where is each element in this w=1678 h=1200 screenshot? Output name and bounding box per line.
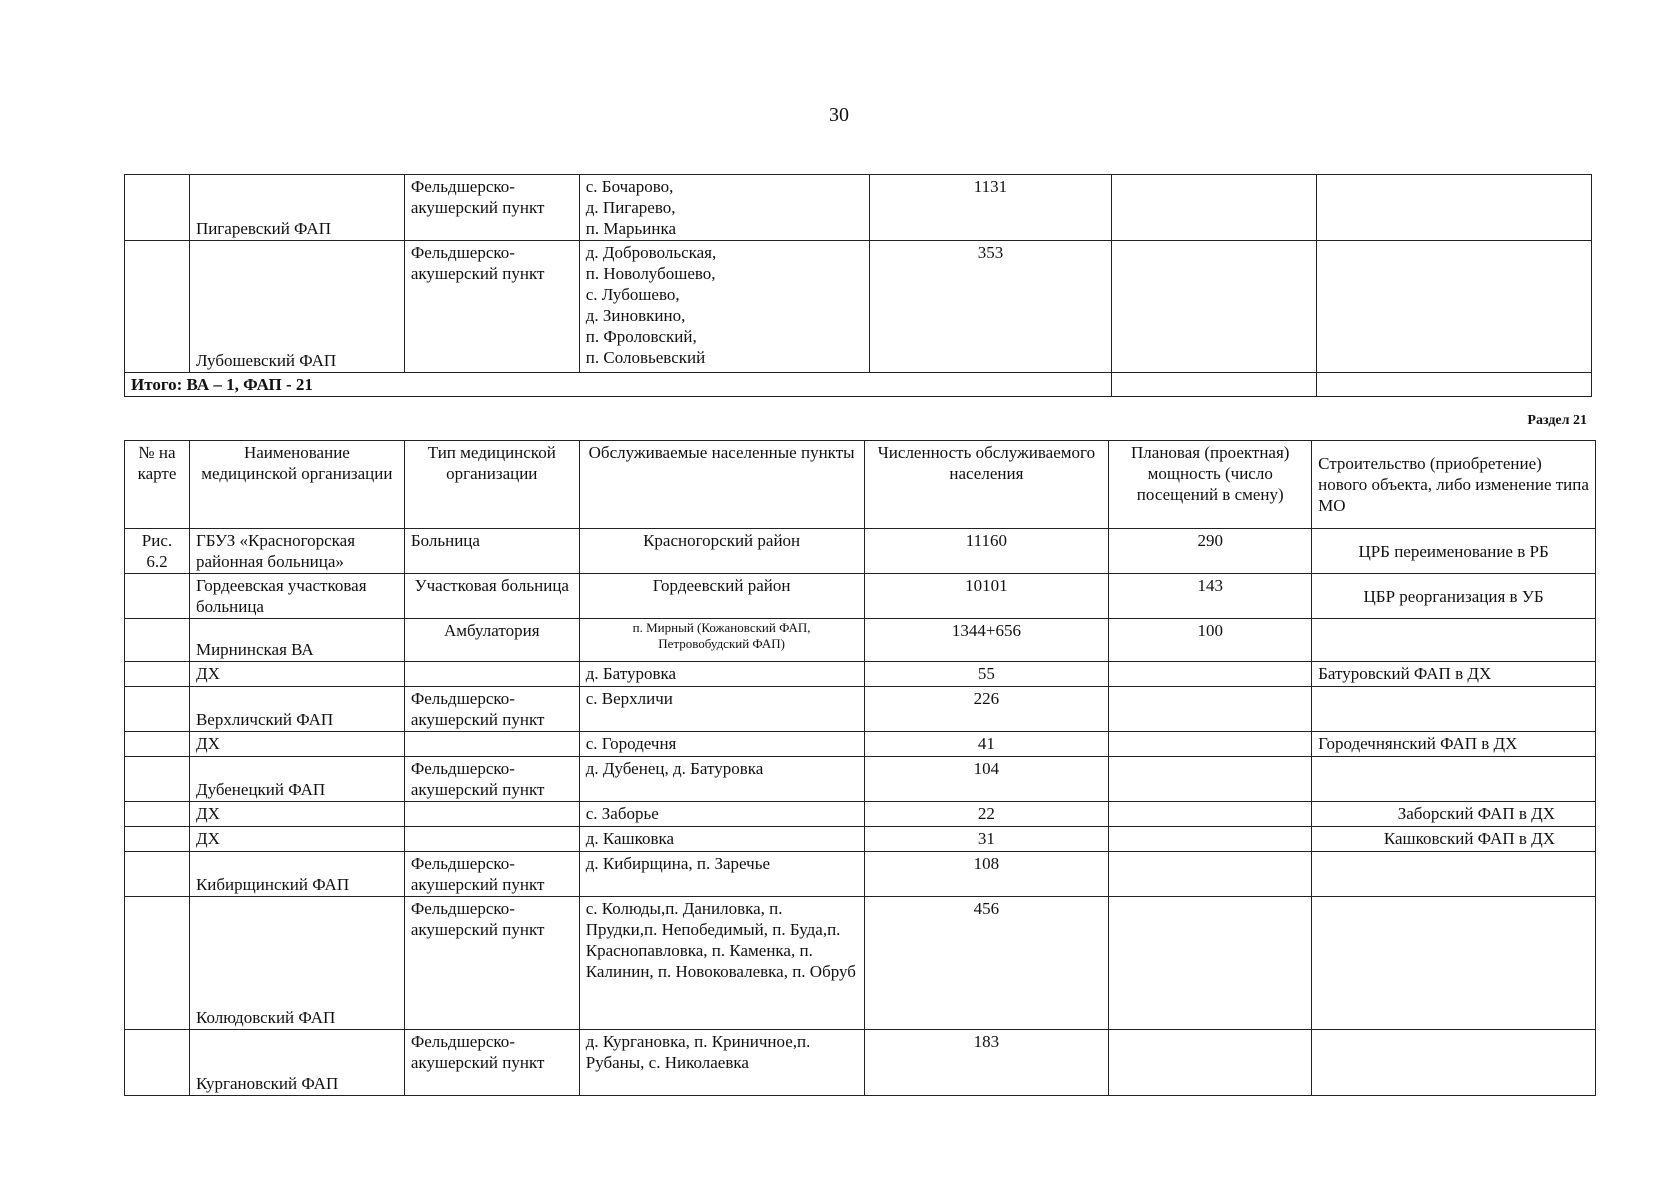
- table-row: [125, 1030, 1596, 1096]
- cell-num: Рис. 6.2: [125, 529, 190, 574]
- cell-num: [125, 897, 190, 1030]
- cell-type: [404, 827, 579, 852]
- cell-construction: [1312, 757, 1596, 802]
- cell-places: [579, 241, 869, 373]
- header-population: Численность обслуживаемого населения: [864, 441, 1109, 529]
- cell-type: Фельдшерско-акушерский пункт: [404, 852, 579, 897]
- cell-capacity: [1109, 662, 1312, 687]
- cell-name: ДХ: [189, 662, 404, 687]
- cell-places: д. Кашковка: [579, 827, 864, 852]
- cell-type: Фельдшерско-акушерский пункт: [404, 687, 579, 732]
- total-label: Итого: ВА – 1, ФАП - 21: [125, 373, 1112, 397]
- type-line: Фельдшерско-: [410, 243, 515, 262]
- header-construction: Строительство (приобретение) нового объекта, либо изменение типа МО: [1312, 441, 1596, 529]
- cell-num: [125, 241, 190, 373]
- cell-construction: Городечнянский ФАП в ДХ: [1312, 732, 1596, 757]
- cell-population: 11160: [864, 529, 1109, 574]
- page-number: 30: [829, 104, 849, 126]
- cell-population: 31: [864, 827, 1109, 852]
- cell-num: [125, 827, 190, 852]
- cell-places: Красногорский район: [579, 529, 864, 574]
- cell-capacity: [1109, 1030, 1312, 1096]
- cell-num: [125, 802, 190, 827]
- type-line: Фельдшерско-: [410, 177, 515, 196]
- cell-population: 1131: [869, 175, 1112, 241]
- cell-name: Кибирщинский ФАП: [189, 852, 404, 897]
- cell-name: Мирнинская ВА: [189, 619, 404, 662]
- table-row: [125, 662, 1596, 687]
- header-name: Наименование медицинской организации: [189, 441, 404, 529]
- cell-num: [125, 175, 190, 241]
- header-row: [125, 441, 1596, 529]
- table-row: [125, 757, 1596, 802]
- cell-places: [579, 175, 869, 241]
- cell-type: Участковая больница: [404, 574, 579, 619]
- header-capacity: Плановая (проектная) мощность (число посещений в смену): [1109, 441, 1312, 529]
- cell-num: [125, 1030, 190, 1096]
- place-line: п. Фроловский,: [585, 327, 697, 346]
- header-num: № на карте: [125, 441, 190, 529]
- cell-name: Кургановский ФАП: [189, 1030, 404, 1096]
- cell-construction: Заборский ФАП в ДХ: [1312, 802, 1596, 827]
- table-row: [125, 732, 1596, 757]
- cell-places: д. Кургановка, п. Криничное,п. Рубаны, с. Николаевка: [579, 1030, 864, 1096]
- place-line: д. Зиновкино,: [585, 306, 686, 325]
- cell-construction: [1312, 1030, 1596, 1096]
- cell-name: ДХ: [189, 802, 404, 827]
- cell-places: с. Заборье: [579, 802, 864, 827]
- table-row: [125, 687, 1596, 732]
- place-line: п. Соловьевский: [585, 348, 706, 367]
- cell-type: Фельдшерско-акушерский пункт: [404, 757, 579, 802]
- cell-places: д. Кибирщина, п. Заречье: [579, 852, 864, 897]
- cell-construction: [1317, 241, 1592, 373]
- cell-places: с. Колюды,п. Даниловка, п. Прудки,п. Непобедимый, п. Буда,п. Краснопавловка, п. Каменка, п. Калинин, п. Новоковалевка, п. Обруб: [579, 897, 864, 1030]
- cell-name: ДХ: [189, 827, 404, 852]
- table-row: [125, 529, 1596, 574]
- cell-name: Дубенецкий ФАП: [189, 757, 404, 802]
- cell-type: Больница: [404, 529, 579, 574]
- cell-type: [404, 662, 579, 687]
- place-line: д. Пигарево,: [585, 198, 676, 217]
- place-line: п. Марьинка: [585, 219, 677, 238]
- cell-construction: [1312, 687, 1596, 732]
- cell-type: [404, 241, 579, 373]
- cell-name: ГБУЗ «Красногорская районная больница»: [189, 529, 404, 574]
- cell-capacity: [1109, 687, 1312, 732]
- cell-capacity: [1109, 852, 1312, 897]
- cell-capacity: [1109, 802, 1312, 827]
- cell-places: Гордеевский район: [579, 574, 864, 619]
- cell-num: [125, 662, 190, 687]
- cell-type: [404, 802, 579, 827]
- table-row: [125, 852, 1596, 897]
- cell-capacity: [1112, 175, 1317, 241]
- header-type: Тип медицинской организации: [404, 441, 579, 529]
- cell-name: ДХ: [189, 732, 404, 757]
- cell-capacity: [1112, 373, 1317, 397]
- cell-name: Колюдовский ФАП: [189, 897, 404, 1030]
- cell-name: Лубошевский ФАП: [189, 241, 404, 373]
- cell-construction: ЦРБ переименование в РБ: [1312, 529, 1596, 574]
- cell-construction: Батуровский ФАП в ДХ: [1312, 662, 1596, 687]
- cell-capacity: 100: [1109, 619, 1312, 662]
- cell-capacity: [1109, 732, 1312, 757]
- cell-places: д. Батуровка: [579, 662, 864, 687]
- cell-population: 353: [869, 241, 1112, 373]
- table-row: [125, 619, 1596, 662]
- place-line: с. Бочарово,: [585, 177, 674, 196]
- cell-population: 22: [864, 802, 1109, 827]
- cell-population: 456: [864, 897, 1109, 1030]
- cell-construction: [1312, 852, 1596, 897]
- cell-type: [404, 732, 579, 757]
- cell-population: 41: [864, 732, 1109, 757]
- table-row: [125, 574, 1596, 619]
- cell-capacity: [1109, 757, 1312, 802]
- cell-places: д. Дубенец, д. Батуровка: [579, 757, 864, 802]
- cell-population: 55: [864, 662, 1109, 687]
- table-row: [125, 175, 1592, 241]
- continuation-table: [124, 174, 1592, 397]
- cell-places: с. Городечня: [579, 732, 864, 757]
- cell-num: [125, 687, 190, 732]
- cell-capacity: [1109, 827, 1312, 852]
- cell-construction: [1312, 897, 1596, 1030]
- cell-type: [404, 175, 579, 241]
- table-row: [125, 897, 1596, 1030]
- cell-num: [125, 757, 190, 802]
- type-line: акушерский пункт: [410, 264, 545, 283]
- cell-num: [125, 732, 190, 757]
- cell-num: [125, 852, 190, 897]
- place-line: д. Добровольская,: [585, 243, 717, 262]
- cell-name: Гордеевская участковая больница: [189, 574, 404, 619]
- facilities-table: [124, 440, 1596, 1096]
- cell-type: Амбулатория: [404, 619, 579, 662]
- cell-capacity: [1109, 897, 1312, 1030]
- table-row: [125, 802, 1596, 827]
- cell-type: Фельдшерско-акушерский пункт: [404, 897, 579, 1030]
- cell-type: Фельдшерско-акушерский пункт: [404, 1030, 579, 1096]
- cell-population: 183: [864, 1030, 1109, 1096]
- cell-construction: Кашковский ФАП в ДХ: [1312, 827, 1596, 852]
- cell-capacity: 290: [1109, 529, 1312, 574]
- type-line: акушерский пункт: [410, 198, 545, 217]
- cell-name: Верхличский ФАП: [189, 687, 404, 732]
- total-row: [125, 373, 1592, 397]
- cell-construction: [1317, 373, 1592, 397]
- cell-construction: ЦБР реорганизация в УБ: [1312, 574, 1596, 619]
- cell-places: с. Верхличи: [579, 687, 864, 732]
- cell-capacity: [1112, 241, 1317, 373]
- cell-num: [125, 574, 190, 619]
- cell-population: 226: [864, 687, 1109, 732]
- cell-population: 108: [864, 852, 1109, 897]
- cell-name: Пигаревский ФАП: [189, 175, 404, 241]
- place-line: с. Лубошево,: [585, 285, 680, 304]
- cell-num: [125, 619, 190, 662]
- cell-construction: [1312, 619, 1596, 662]
- table-row: [125, 241, 1592, 373]
- cell-population: 1344+656: [864, 619, 1109, 662]
- cell-population: 10101: [864, 574, 1109, 619]
- cell-construction: [1317, 175, 1592, 241]
- header-places: Обслуживаемые населенные пункты: [579, 441, 864, 529]
- cell-capacity: 143: [1109, 574, 1312, 619]
- section-label: Раздел 21: [1527, 413, 1587, 428]
- cell-places: п. Мирный (Кожановский ФАП, Петровобудский ФАП): [579, 619, 864, 662]
- cell-population: 104: [864, 757, 1109, 802]
- place-line: п. Новолубошево,: [585, 264, 716, 283]
- table-row: [125, 827, 1596, 852]
